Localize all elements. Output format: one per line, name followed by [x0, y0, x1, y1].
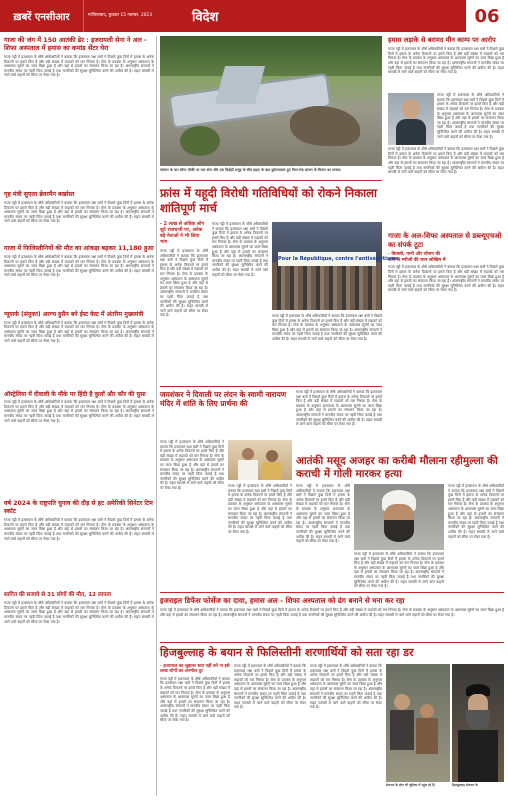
hezbollah-leader-photo	[452, 664, 504, 782]
hezbollah-kicker-col	[160, 664, 230, 796]
left-body-5: गाजा पट्टी में इजरायल के शीर्ष अधिकारियों ने बताया कि इजरायल रक्षा बलों ने पिछले कुछ दिनों में हमास के अनेक ठिकानों पर हमले किए हैं और बड़ी संख्या में लड़ाकों को मार गिराया है। सेना के प्रवक्ता के अनुसार अस्पताल के आसपास सुरंगों का जाल बिछा हुआ है और वहां से हमलों का संचालन किया जा रहा है। अंतरराष्ट्रीय संगठनों ने मानवीय संकट पर गहरी चिंता जताई है तथा नागरिकों की सुरक्षा सुनिश्चित करने की अपील की है। राहत सामग्री ले जाने वाले वाहनों को सीमा पर रोका गया है।	[4, 400, 154, 423]
jaishankar-photo	[228, 440, 292, 480]
jaishankar-body-col	[160, 440, 224, 588]
left-body-3: गाजा पट्टी में इजरायल के शीर्ष अधिकारियों ने बताया कि इजरायल रक्षा बलों ने पिछले कुछ दिनों में हमास के अनेक ठिकानों पर हमले किए हैं और बड़ी संख्या में लड़ाकों को मार गिराया है। सेना के प्रवक्ता के अनुसार अस्पताल के आसपास सुरंगों का जाल बिछा हुआ है और वहां से हमलों का संचालन किया जा रहा है। अंतरराष्ट्रीय संगठनों ने मानवीय संकट पर गहरी चिंता जताई है तथा नागरिकों की सुरक्षा सुनिश्चित करने की अपील की है। राहत सामग्री ले जाने वाले वाहनों को सीमा पर रोका गया है।	[4, 255, 154, 278]
jaishankar-headline: जयशंकर ने दिवाली पर लंदन के स्वामी नारायण मंदिर में शांति के लिए प्रार्थना की	[160, 390, 287, 409]
march-crowd-photo	[272, 222, 399, 310]
divider-rule	[160, 180, 382, 181]
terror-body-3: गाजा पट्टी में इजरायल के शीर्ष अधिकारियों ने बताया कि इजरायल रक्षा बलों ने पिछले कुछ दिनों में हमास के अनेक ठिकानों पर हमले किए हैं और बड़ी संख्या में लड़ाकों को मार गिराया है। सेना के प्रवक्ता के अनुसार अस्पताल के आसपास सुरंगों का जाल बिछा हुआ है और वहां से हमलों का संचालन किया जा रहा है। अंतरराष्ट्रीय संगठनों ने मानवीय संकट पर गहरी चिंता जताई है तथा नागरिकों की सुरक्षा सुनिश्चित करने की अपील की है। राहत सामग्री ले जाने वाले वाहनों को सीमा पर रोका गया है।	[448, 484, 504, 539]
terror-body-1: गाजा पट्टी में इजरायल के शीर्ष अधिकारियों ने बताया कि इजरायल रक्षा बलों ने पिछले कुछ दिनों में हमास के अनेक ठिकानों पर हमले किए हैं और बड़ी संख्या में लड़ाकों को मार गिराया है। सेना के प्रवक्ता के अनुसार अस्पताल के आसपास सुरंगों का जाल बिछा हुआ है और वहां से हमलों का संचालन किया जा रहा है। अंतरराष्ट्रीय संगठनों ने मानवीय संकट पर गहरी चिंता जताई है तथा नागरिकों की सुरक्षा सुनिश्चित करने की अपील की है। राहत सामग्री ले जाने वाले वाहनों को सीमा पर रोका गया है।	[296, 484, 350, 544]
left-headline-7: सागित की सजाये से 31 लोगों की मौत, 12 लापता	[4, 592, 112, 599]
hezbollah-body-1: गाजा पट्टी में इजरायल के शीर्ष अधिकारियों ने बताया कि इजरायल रक्षा बलों ने पिछले कुछ दिनों में हमास के अनेक ठिकानों पर हमले किए हैं और बड़ी संख्या में लड़ाकों को मार गिराया है। सेना के प्रवक्ता के अनुसार अस्पताल के आसपास सुरंगों का जाल बिछा हुआ है और वहां से हमलों का संचालन किया जा रहा है। अंतरराष्ट्रीय संगठनों ने मानवीय संकट पर गहरी चिंता जताई है तथा नागरिकों की सुरक्षा सुनिश्चित करने की अपील की है। राहत सामग्री ले जाने वाले वाहनों को सीमा पर रोका गया है।	[160, 676, 230, 723]
hezbollah-body-2: गाजा पट्टी में इजरायल के शीर्ष अधिकारियों ने बताया कि इजरायल रक्षा बलों ने पिछले कुछ दिनों में हमास के अनेक ठिकानों पर हमले किए हैं और बड़ी संख्या में लड़ाकों को मार गिराया है। सेना के प्रवक्ता के अनुसार अस्पताल के आसपास सुरंगों का जाल बिछा हुआ है और वहां से हमलों का संचालन किया जा रहा है। अंतरराष्ट्रीय संगठनों ने मानवीय संकट पर गहरी चिंता जताई है तथा नागरिकों की सुरक्षा सुनिश्चित करने की अपील की है। राहत सामग्री ले जाने वाले वाहनों को सीमा पर रोका गया है।	[234, 664, 306, 710]
left-headline-2: गृह मंत्री सुएला ब्रेवरमैन बर्खास्त	[4, 191, 75, 198]
france-kicker-column	[160, 222, 208, 382]
jaishankar-body-1: गाजा पट्टी में इजरायल के शीर्ष अधिकारियों ने बताया कि इजरायल रक्षा बलों ने पिछले कुछ दिनों में हमास के अनेक ठिकानों पर हमले किए हैं और बड़ी संख्या में लड़ाकों को मार गिराया है। सेना के प्रवक्ता के अनुसार अस्पताल के आसपास सुरंगों का जाल बिछा हुआ है और वहां से हमलों का संचालन किया जा रहा है। अंतरराष्ट्रीय संगठनों ने मानवीय संकट पर गहरी चिंता जताई है तथा नागरिकों की सुरक्षा सुनिश्चित करने की अपील की है। राहत सामग्री ले जाने वाले वाहनों को सीमा पर रोका गया है।	[160, 440, 224, 490]
france-body-column-3	[272, 314, 382, 384]
right-top-body-3: गाजा पट्टी में इजरायल के शीर्ष अधिकारियों ने बताया कि इजरायल रक्षा बलों ने पिछले कुछ दिनों में हमास के अनेक ठिकानों पर हमले किए हैं और बड़ी संख्या में लड़ाकों को मार गिराया है। सेना के प्रवक्ता के अनुसार अस्पताल के आसपास सुरंगों का जाल बिछा हुआ है और वहां से हमलों का संचालन किया जा रहा है। अंतरराष्ट्रीय संगठनों ने मानवीय संकट पर गहरी चिंता जताई है तथा नागरिकों की सुरक्षा सुनिश्चित करने की अपील की है। राहत सामग्री ले जाने वाले वाहनों को सीमा पर रोका गया है।	[388, 147, 504, 175]
divider-rule-2	[160, 386, 382, 387]
terror-body-col-2	[354, 552, 444, 588]
left-body-4: गाजा पट्टी में इजरायल के शीर्ष अधिकारियों ने बताया कि इजरायल रक्षा बलों ने पिछले कुछ दिनों में हमास के अनेक ठिकानों पर हमले किए हैं और बड़ी संख्या में लड़ाकों को मार गिराया है। सेना के प्रवक्ता के अनुसार अस्पताल के आसपास सुरंगों का जाल बिछा हुआ है और वहां से हमलों का संचालन किया जा रहा है। अंतरराष्ट्रीय संगठनों ने मानवीय संकट पर गहरी चिंता जताई है तथा नागरिकों की सुरक्षा सुनिश्चित करने की अपील की है। राहत सामग्री ले जाने वाले वाहनों को सीमा पर रोका गया है।	[4, 320, 154, 343]
azhar-photo	[354, 484, 444, 550]
left-body-7: गाजा पट्टी में इजरायल के शीर्ष अधिकारियों ने बताया कि इजरायल रक्षा बलों ने पिछले कुछ दिनों में हमास के अनेक ठिकानों पर हमले किए हैं और बड़ी संख्या में लड़ाकों को मार गिराया है। सेना के प्रवक्ता के अनुसार अस्पताल के आसपास सुरंगों का जाल बिछा हुआ है और वहां से हमलों का संचालन किया जा रहा है। अंतरराष्ट्रीय संगठनों ने मानवीय संकट पर गहरी चिंता जताई है तथा नागरिकों की सुरक्षा सुनिश्चित करने की अपील की है। राहत सामग्री ले जाने वाले वाहनों को सीमा पर रोका गया है।	[4, 601, 154, 624]
plane-wreck-photo	[160, 36, 382, 166]
right-top-body-2: गाजा पट्टी में इजरायल के शीर्ष अधिकारियों ने बताया कि इजरायल रक्षा बलों ने पिछले कुछ दिनों में हमास के अनेक ठिकानों पर हमले किए हैं और बड़ी संख्या में लड़ाकों को मार गिराया है। सेना के प्रवक्ता के अनुसार अस्पताल के आसपास सुरंगों का जाल बिछा हुआ है और वहां से हमलों का संचालन किया जा रहा है। अंतरराष्ट्रीय संगठनों ने मानवीय संकट पर गहरी चिंता जताई है तथा नागरिकों की सुरक्षा सुनिश्चित करने की अपील की है। राहत सामग्री ले जाने वाले वाहनों को सीमा पर रोका गया है।	[437, 93, 504, 139]
right-top-story	[388, 36, 504, 232]
terror-body-col	[296, 484, 350, 588]
hezbollah-body-3: गाजा पट्टी में इजरायल के शीर्ष अधिकारियों ने बताया कि इजरायल रक्षा बलों ने पिछले कुछ दिनों में हमास के अनेक ठिकानों पर हमले किए हैं और बड़ी संख्या में लड़ाकों को मार गिराया है। सेना के प्रवक्ता के अनुसार अस्पताल के आसपास सुरंगों का जाल बिछा हुआ है और वहां से हमलों का संचालन किया जा रहा है। अंतरराष्ट्रीय संगठनों ने मानवीय संकट पर गहरी चिंता जताई है तथा नागरिकों की सुरक्षा सुनिश्चित करने की अपील की है। राहत सामग्री ले जाने वाले वाहनों को सीमा पर रोका गया है।	[310, 664, 382, 710]
jaishankar-body-col-2	[228, 484, 292, 588]
gaza-kicker: - बिजली, पानी और चोजन की कमी से मरीजों की जान जोखिम में	[388, 252, 446, 263]
jaishankar-body-3: गाजा पट्टी में इजरायल के शीर्ष अधिकारियों ने बताया कि इजरायल रक्षा बलों ने पिछले कुछ दिनों में हमास के अनेक ठिकानों पर हमले किए हैं और बड़ी संख्या में लड़ाकों को मार गिराया है। सेना के प्रवक्ता के अनुसार अस्पताल के आसपास सुरंगों का जाल बिछा हुआ है और वहां से हमलों का संचालन किया जा रहा है। अंतरराष्ट्रीय संगठनों ने मानवीय संकट पर गहरी चिंता जताई है तथा नागरिकों की सुरक्षा सुनिश्चित करने की अपील की है। राहत सामग्री ले जाने वाले वाहनों को सीमा पर रोका गया है।	[296, 390, 382, 427]
left-column	[4, 36, 154, 796]
israel-headline: इजराइल डिफेंस फोर्सेज का दावा, हमास अल - शिफा अस्पताल को ढंग बनाने से मना कर रहा	[160, 596, 405, 605]
hezbollah-kicker: - इजरायल का जुझारू सवा नहीं बने ना इसे लाख लोगों का अनमोल दुर	[160, 664, 230, 675]
march-banner: Pour la République, contre l'antisémitisme	[278, 252, 376, 266]
hezbollah-headline: हिजबुल्लाह के बयान से फिलिस्तीनी शरणार्थियों को सता रहा डर	[160, 646, 414, 659]
section-title: विदेश	[192, 10, 219, 25]
refugees-caption: लेबनान के लोग भी भूमिका में पहुंच रहे हैं।	[386, 783, 436, 787]
terror-body-col-3	[448, 484, 504, 588]
jaishankar-body-col-3	[296, 390, 382, 450]
page-number: 06	[466, 0, 508, 32]
portrait-photo	[388, 93, 434, 145]
left-headline-6: वर्ष 2024 के राष्ट्रपति चुनाव की दौड़ से हट अमेरिकी सिनेटर टिम स्कॉट	[4, 500, 153, 516]
france-body-3: गाजा पट्टी में इजरायल के शीर्ष अधिकारियों ने बताया कि इजरायल रक्षा बलों ने पिछले कुछ दिनों में हमास के अनेक ठिकानों पर हमले किए हैं और बड़ी संख्या में लड़ाकों को मार गिराया है। सेना के प्रवक्ता के अनुसार अस्पताल के आसपास सुरंगों का जाल बिछा हुआ है और वहां से हमलों का संचालन किया जा रहा है। अंतरराष्ट्रीय संगठनों ने मानवीय संकट पर गहरी चिंता जताई है तथा नागरिकों की सुरक्षा सुनिश्चित करने की अपील की है। राहत सामग्री ले जाने वाले वाहनों को सीमा पर रोका गया है।	[272, 314, 382, 341]
france-headline: फ्रांस में यहूदी विरोधी गतिविधियों को रोकने निकाला शांतिपूर्ण मार्च	[160, 186, 377, 215]
right-top-body: गाजा पट्टी में इजरायल के शीर्ष अधिकारियों ने बताया कि इजरायल रक्षा बलों ने पिछले कुछ दिनों में हमास के अनेक ठिकानों पर हमले किए हैं और बड़ी संख्या में लड़ाकों को मार गिराया है। सेना के प्रवक्ता के अनुसार अस्पताल के आसपास सुरंगों का जाल बिछा हुआ है और वहां से हमलों का संचालन किया जा रहा है। अंतरराष्ट्रीय संगठनों ने मानवीय संकट पर गहरी चिंता जताई है तथा नागरिकों की सुरक्षा सुनिश्चित करने की अपील की है। राहत सामग्री ले जाने वाले वाहनों को सीमा पर रोका गया है।	[388, 47, 504, 75]
gaza-hospital-story	[388, 232, 504, 472]
plane-photo-caption: म्यांमार के चार सीमा चौकी पर चल सेना और उस विद्रोही समूह के बीच झड़प के बाद दुर्घटनाग्रस्त हुए मिल-टेक शासन के विमान का मलबा।	[160, 168, 342, 172]
left-body-6: गाजा पट्टी में इजरायल के शीर्ष अधिकारियों ने बताया कि इजरायल रक्षा बलों ने पिछले कुछ दिनों में हमास के अनेक ठिकानों पर हमले किए हैं और बड़ी संख्या में लड़ाकों को मार गिराया है। सेना के प्रवक्ता के अनुसार अस्पताल के आसपास सुरंगों का जाल बिछा हुआ है और वहां से हमलों का संचालन किया जा रहा है। अंतरराष्ट्रीय संगठनों ने मानवीय संकट पर गहरी चिंता जताई है तथा नागरिकों की सुरक्षा सुनिश्चित करने की अपील की है। राहत सामग्री ले जाने वाले वाहनों को सीमा पर रोका गया है।	[4, 518, 154, 541]
newspaper-logo: ख़बरें एनसीआर	[0, 0, 84, 32]
divider-rule-4	[160, 642, 504, 643]
masthead	[0, 0, 508, 32]
hezbollah-caption: हिजबुल्लाह लेबनान के	[452, 783, 478, 787]
israel-body-text: गाजा पट्टी में इजरायल के शीर्ष अधिकारियों ने बताया कि इजरायल रक्षा बलों ने पिछले कुछ दिनों में हमास के अनेक ठिकानों पर हमले किए हैं और बड़ी संख्या में लड़ाकों को मार गिराया है। सेना के प्रवक्ता के अनुसार अस्पताल के आसपास सुरंगों का जाल बिछा हुआ है और वहां से हमलों का संचालन किया जा रहा है। अंतरराष्ट्रीय संगठनों ने मानवीय संकट पर गहरी चिंता जताई है तथा नागरिकों की सुरक्षा सुनिश्चित करने की अपील की है। राहत सामग्री ले जाने वाले वाहनों को सीमा पर रोका गया है।	[160, 608, 504, 617]
left-body-1: गाजा पट्टी में इजरायल के शीर्ष अधिकारियों ने बताया कि इजरायल रक्षा बलों ने पिछले कुछ दिनों में हमास के अनेक ठिकानों पर हमले किए हैं और बड़ी संख्या में लड़ाकों को मार गिराया है। सेना के प्रवक्ता के अनुसार अस्पताल के आसपास सुरंगों का जाल बिछा हुआ है और वहां से हमलों का संचालन किया जा रहा है। अंतरराष्ट्रीय संगठनों ने मानवीय संकट पर गहरी चिंता जताई है तथा नागरिकों की सुरक्षा सुनिश्चित करने की अपील की है। राहत सामग्री ले जाने वाले वाहनों को सीमा पर रोका गया है।	[4, 55, 154, 78]
left-body-2: गाजा पट्टी में इजरायल के शीर्ष अधिकारियों ने बताया कि इजरायल रक्षा बलों ने पिछले कुछ दिनों में हमास के अनेक ठिकानों पर हमले किए हैं और बड़ी संख्या में लड़ाकों को मार गिराया है। सेना के प्रवक्ता के अनुसार अस्पताल के आसपास सुरंगों का जाल बिछा हुआ है और वहां से हमलों का संचालन किया जा रहा है। अंतरराष्ट्रीय संगठनों ने मानवीय संकट पर गहरी चिंता जताई है तथा नागरिकों की सुरक्षा सुनिश्चित करने की अपील की है। राहत सामग्री ले जाने वाले वाहनों को सीमा पर रोका गया है।	[4, 201, 154, 224]
terror-body-2: गाजा पट्टी में इजरायल के शीर्ष अधिकारियों ने बताया कि इजरायल रक्षा बलों ने पिछले कुछ दिनों में हमास के अनेक ठिकानों पर हमले किए हैं और बड़ी संख्या में लड़ाकों को मार गिराया है। सेना के प्रवक्ता के अनुसार अस्पताल के आसपास सुरंगों का जाल बिछा हुआ है और वहां से हमलों का संचालन किया जा रहा है। अंतरराष्ट्रीय संगठनों ने मानवीय संकट पर गहरी चिंता जताई है तथा नागरिकों की सुरक्षा सुनिश्चित करने की अपील की है। राहत सामग्री ले जाने वाले वाहनों को सीमा पर रोका गया है।	[354, 552, 444, 589]
hezbollah-body-col-3	[310, 664, 382, 796]
gaza-body: गाजा पट्टी में इजरायल के शीर्ष अधिकारियों ने बताया कि इजरायल रक्षा बलों ने पिछले कुछ दिनों में हमास के अनेक ठिकानों पर हमले किए हैं और बड़ी संख्या में लड़ाकों को मार गिराया है। सेना के प्रवक्ता के अनुसार अस्पताल के आसपास सुरंगों का जाल बिछा हुआ है और वहां से हमलों का संचालन किया जा रहा है। अंतरराष्ट्रीय संगठनों ने मानवीय संकट पर गहरी चिंता जताई है तथा नागरिकों की सुरक्षा सुनिश्चित करने की अपील की है। राहत सामग्री ले जाने वाले वाहनों को सीमा पर रोका गया है।	[388, 265, 504, 293]
jaishankar-body-2: गाजा पट्टी में इजरायल के शीर्ष अधिकारियों ने बताया कि इजरायल रक्षा बलों ने पिछले कुछ दिनों में हमास के अनेक ठिकानों पर हमले किए हैं और बड़ी संख्या में लड़ाकों को मार गिराया है। सेना के प्रवक्ता के अनुसार अस्पताल के आसपास सुरंगों का जाल बिछा हुआ है और वहां से हमलों का संचालन किया जा रहा है। अंतरराष्ट्रीय संगठनों ने मानवीय संकट पर गहरी चिंता जताई है तथा नागरिकों की सुरक्षा सुनिश्चित करने की अपील की है। राहत सामग्री ले जाने वाले वाहनों को सीमा पर रोका गया है।	[228, 484, 292, 534]
france-body-2: गाजा पट्टी में इजरायल के शीर्ष अधिकारियों ने बताया कि इजरायल रक्षा बलों ने पिछले कुछ दिनों में हमास के अनेक ठिकानों पर हमले किए हैं और बड़ी संख्या में लड़ाकों को मार गिराया है। सेना के प्रवक्ता के अनुसार अस्पताल के आसपास सुरंगों का जाल बिछा हुआ है और वहां से हमलों का संचालन किया जा रहा है। अंतरराष्ट्रीय संगठनों ने मानवीय संकट पर गहरी चिंता जताई है तथा नागरिकों की सुरक्षा सुनिश्चित करने की अपील की है। राहत सामग्री ले जाने वाले वाहनों को सीमा पर रोका गया है।	[212, 222, 268, 277]
france-body-1: गाजा पट्टी में इजरायल के शीर्ष अधिकारियों ने बताया कि इजरायल रक्षा बलों ने पिछले कुछ दिनों में हमास के अनेक ठिकानों पर हमले किए हैं और बड़ी संख्या में लड़ाकों को मार गिराया है। सेना के प्रवक्ता के अनुसार अस्पताल के आसपास सुरंगों का जाल बिछा हुआ है और वहां से हमलों का संचालन किया जा रहा है। अंतरराष्ट्रीय संगठनों ने मानवीय संकट पर गहरी चिंता जताई है तथा नागरिकों की सुरक्षा सुनिश्चित करने की अपील की है। राहत सामग्री ले जाने वाले वाहनों को सीमा पर रोका गया है।	[160, 249, 209, 318]
terror-headline: आतंकी मसूद अजहर का करीबी मौलाना रहीमुल्ला की कराची में गोली मारकर हत्या	[296, 455, 498, 480]
refugees-photo	[386, 664, 450, 782]
hezbollah-body-col-2	[234, 664, 306, 796]
left-headline-4: न्यूयार्क (संयुक्त) अरण्य हुसैन बने ईस्ट वेस्ट में अंतरिम मुख्यमंत्री	[4, 311, 144, 318]
dateline: गाजियाबाद, बुधवार 15 नवम्बर, 2023	[88, 13, 152, 18]
left-headline-5: ऑस्ट्रेलिया में दीवाली के मौके पर हिंदी है कुलों और कौर की घुसा	[4, 390, 146, 398]
column-divider	[156, 36, 157, 796]
divider-rule-3	[160, 592, 504, 593]
left-headline-3: गाजा में फिलिस्तीनियों की मौत का आंकड़ा बढ़कर 11,180 हुआ	[4, 245, 154, 252]
france-kicker: - 2 लाख से अधिक लोग जुटे राजधानी पर, अनेक बड़े नेताओं ने भी लिया भाग	[160, 222, 205, 245]
right-top-headline: हमास लड़ाके से बरामद मीन काम्प पर आरोप	[388, 36, 496, 44]
france-body-column	[212, 222, 268, 332]
gaza-headline: गाजा के अल-शिफा अस्पताल से डब्ल्यूएचओ का संपर्क टूटा	[388, 232, 502, 249]
left-headline-1: गाजा की जंग में 150 आतंकी ढेर : इजरायली सेना ने अल - शिफा अस्पताल में हमास का कमांड सेंटर घेरा	[4, 36, 147, 52]
israel-body	[160, 608, 504, 638]
